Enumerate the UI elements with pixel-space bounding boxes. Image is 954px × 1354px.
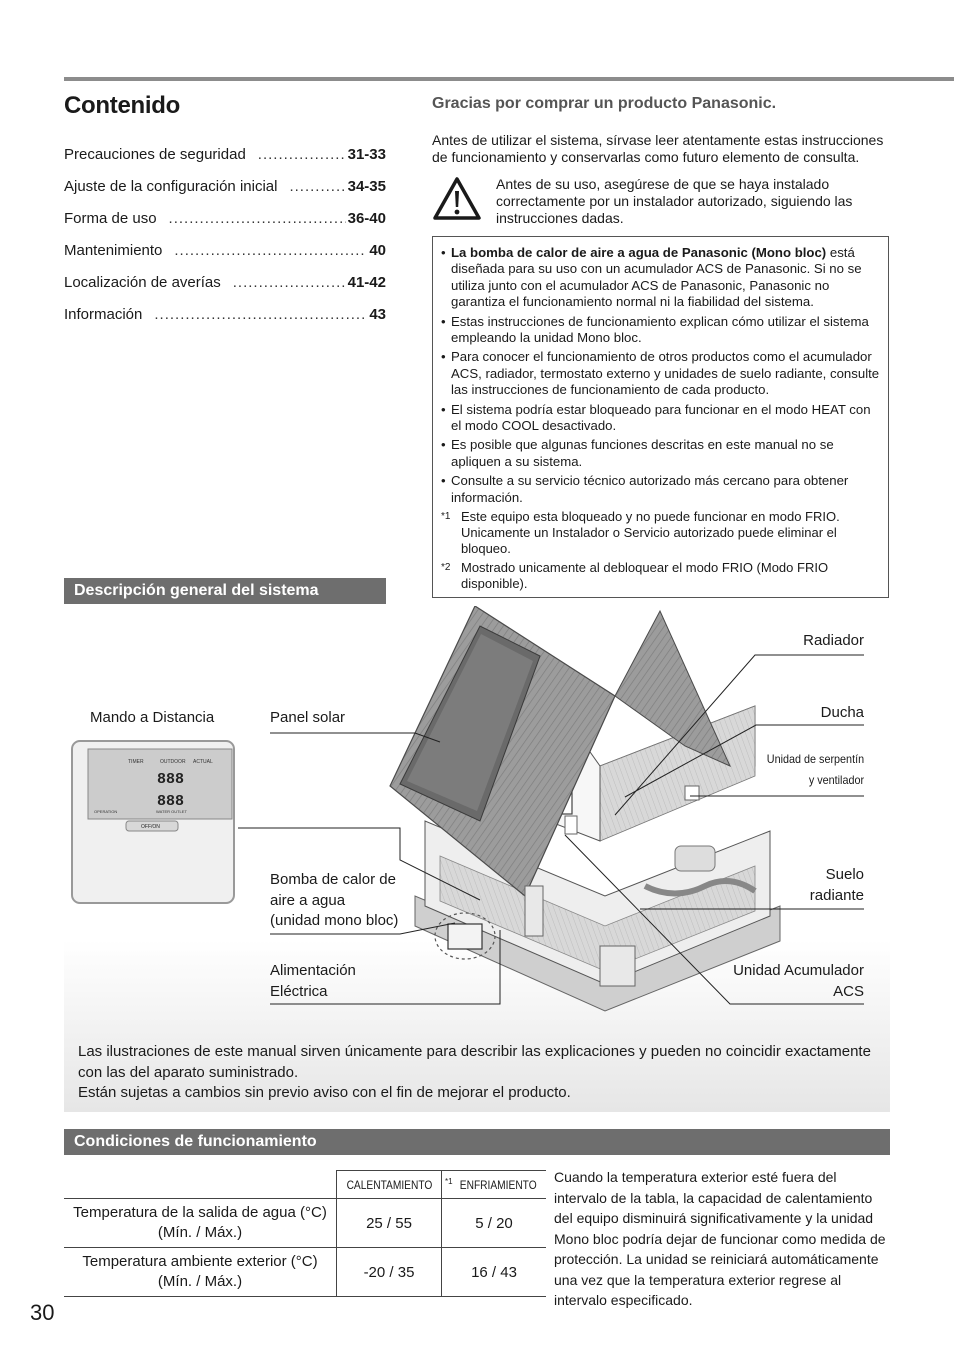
- toc-item[interactable]: [64, 210, 386, 242]
- table-row: Temperatura ambiente exterior (°C) (Mín. / Máx.) -20 / 35 16 / 43: [64, 1248, 546, 1297]
- note-item: • Para conocer el funcionamiento de otros productos como el acumulador ACS, radiador, termostato externo y unidades de suelo radiante, consulte las instrucciones de funcionamiento de cada producto.: [441, 349, 880, 398]
- label-shower: Ducha: [820, 704, 864, 721]
- section-heading-overview: Descripción general del sistema: [64, 578, 386, 604]
- top-rule: [64, 77, 954, 81]
- col-cooling: ENFRIAMIENTO: [459, 1178, 537, 1192]
- note-item: • La bomba de calor de aire a agua de Panasonic (Mono bloc) está diseñada para su uso con un acumulador ACS de Panasonic. Si no se utiliza junto con el acumulador ACS de Panasonic, Panasonic no garantiza el funcionamiento normal ni la fiabilidad del sistema.: [441, 245, 862, 310]
- label-floor-heating: Suelo radiante: [809, 866, 864, 904]
- label-radiator: Radiador: [803, 632, 864, 649]
- note-bold: La bomba de calor de aire a agua de Panasonic (Mono bloc): [451, 245, 827, 260]
- note-item: • Consulte a su servicio técnico autorizado más cercano para obtener información.: [441, 473, 849, 505]
- conditions-note: Cuando la temperatura exterior esté fuera del intervalo de la tabla, la capacidad de calentamiento del equipo disminuirá significativamente y la unidad Mono bloc podría dejar de funcionar como medida de protección. La unidad se reiniciará automáticamente una vez que la temperatura exterior regrese al intervalo especificado.: [554, 1169, 886, 1308]
- toc-item[interactable]: [64, 242, 386, 274]
- toc-item-page: 41-42: [347, 274, 386, 291]
- label-heat-pump: Bomba de calor de aire a agua (unidad mono bloc): [270, 871, 399, 929]
- remote-outdoor-digits: 888: [157, 771, 185, 788]
- label-solar-panel: Panel solar: [270, 709, 346, 726]
- toc-item-page: 34-35: [347, 178, 386, 195]
- toc-item[interactable]: [64, 146, 386, 178]
- note-item: • Es posible que algunas funciones descritas en este manual no se apliquen a su sistema.: [441, 437, 834, 469]
- toc-item-page: 43: [369, 306, 386, 323]
- page-title: Contenido: [64, 92, 180, 119]
- col-heating: CALENTAMIENTO: [346, 1177, 432, 1192]
- toc-item[interactable]: [64, 306, 386, 338]
- leader-lines: [0, 600, 954, 1020]
- toc-item-label: Información: [64, 306, 143, 323]
- toc-item-page: 36-40: [347, 210, 386, 227]
- toc-item[interactable]: [64, 178, 386, 210]
- footnote: *2 Mostrado unicamente al debloquear el modo FRIO (Modo FRIO disponible).: [441, 560, 829, 592]
- notes-box: [432, 236, 889, 598]
- toc-item-page: 40: [369, 242, 386, 259]
- intro-text: Antes de utilizar el sistema, sírvase leer atentamente estas instrucciones de funcionamiento y conservarlas como futuro elemento de consulta.: [432, 132, 884, 165]
- section-heading-conditions: Condiciones de funcionamiento: [64, 1129, 890, 1155]
- remote-offon-label: OFF/ON: [141, 824, 160, 830]
- intro-heading: Gracias por comprar un producto Panasonic.: [432, 95, 777, 112]
- remote-actual-label: ACTUAL: [193, 759, 213, 765]
- remote-operation-label: OPERATION: [94, 809, 118, 814]
- page-number: 30: [30, 1300, 55, 1325]
- note-item: • El sistema podría estar bloqueado para funcionar en el modo HEAT con el modo COOL desactivado.: [441, 401, 871, 434]
- note-item: • Estas instrucciones de funcionamiento explican cómo utilizar el sistema empleando la unidad Mono bloc.: [441, 313, 869, 346]
- label-fan-coil: Unidad de serpentín y ventilador: [766, 752, 864, 787]
- conditions-table: [64, 1170, 546, 1297]
- table-of-contents: [64, 146, 386, 338]
- table-row: Temperatura de la salida de agua (°C) (Mín. / Máx.) 25 / 55 5 / 20: [64, 1199, 546, 1248]
- label-remote: Mando a Distancia: [90, 709, 215, 726]
- remote-water-outlet-label: WATER OUTLET: [156, 809, 187, 814]
- warning-text: Antes de su uso, asegúrese de que se haya instalado correctamente por un instalador autorizado, siguiendo las instrucciones dadas.: [496, 176, 853, 226]
- toc-item-label: Ajuste de la configuración inicial: [64, 178, 278, 195]
- toc-item-label: Precauciones de seguridad: [64, 146, 246, 163]
- remote-timer-label: TIMER: [128, 759, 144, 765]
- toc-item[interactable]: [64, 274, 386, 306]
- warning-icon: [432, 176, 482, 222]
- label-dhw-tank: Unidad Acumulador ACS: [733, 962, 864, 1000]
- toc-item-label: Localización de averías: [64, 274, 221, 291]
- remote-water-digits: 888: [157, 793, 185, 810]
- table-header-row: CALENTAMIENTO $^{*1}$ ENFRIAMIENTO: [64, 1171, 546, 1199]
- label-power-supply: Alimentación Eléctrica: [270, 962, 356, 1000]
- toc-item-page: 31-33: [347, 146, 386, 163]
- illustration-disclaimer: Las ilustraciones de este manual sirven únicamente para describir las explicaciones y pueden no coincidir exactamente con las del aparato suministrado. Están sujetas a cambios sin previo aviso con el fin de mejorar el producto.: [78, 1043, 871, 1101]
- remote-outdoor-label: OUTDOOR: [160, 759, 186, 765]
- toc-item-label: Mantenimiento: [64, 242, 163, 259]
- toc-item-label: Forma de uso: [64, 210, 157, 227]
- footnote: *1 Este equipo esta bloqueado y no puede funcionar en modo FRIO. Unicamente un Instalador o Servicio autorizado puede eliminar el bloqueo.: [441, 509, 840, 557]
